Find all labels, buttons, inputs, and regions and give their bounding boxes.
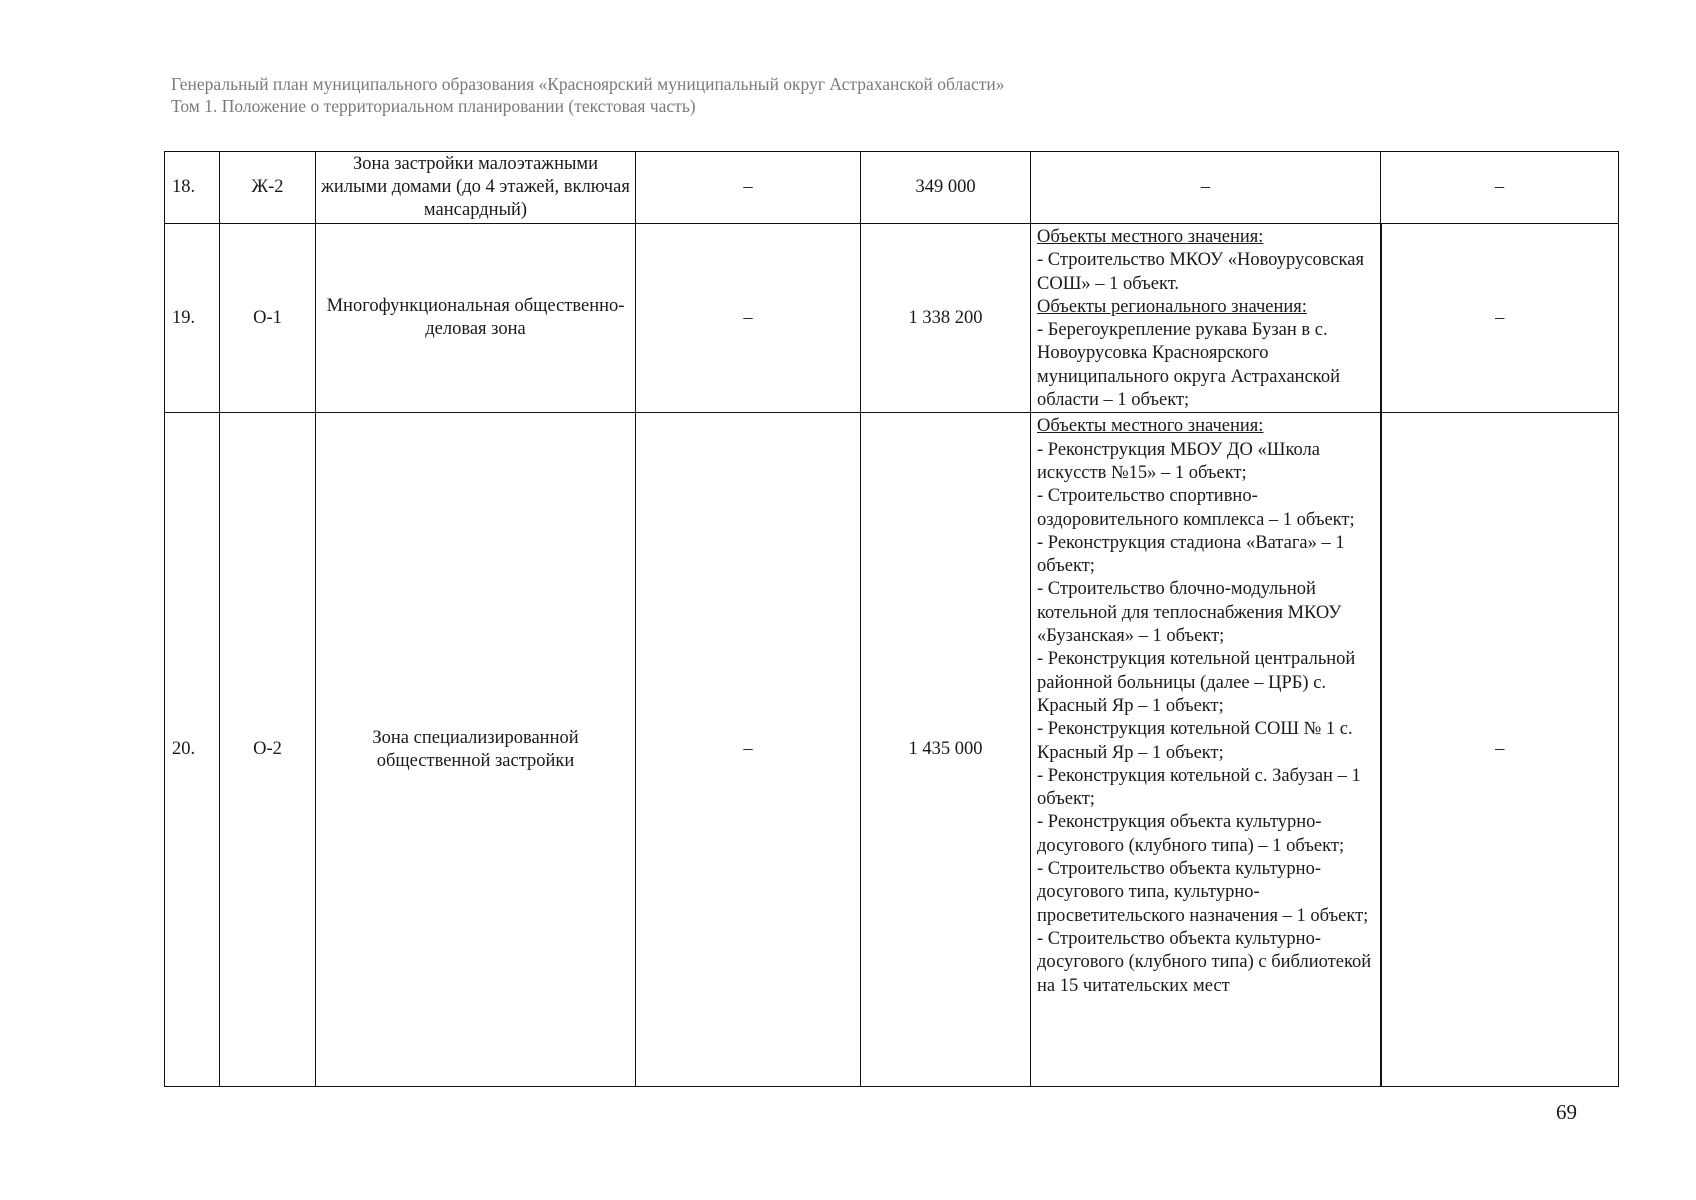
zone-name: Многофункциональная общественно-деловая зона	[316, 224, 636, 413]
object-item: - Строительство объекта культурно-досугового (клубного типа) с библиотекой на 15 читательских мест	[1037, 928, 1372, 996]
objects-heading: Объекты регионального значения:	[1037, 296, 1307, 317]
zone-code: О-1	[220, 224, 316, 413]
zone-area: 1 435 000	[861, 413, 1031, 1087]
object-item: - Берегоукрепление рукава Бузан в с. Новоурусовка Красноярского муниципального округа Астраханской области – 1 объект;	[1037, 320, 1340, 411]
empty-value: –	[1381, 224, 1619, 413]
objects-heading: Объекты местного значения:	[1037, 416, 1264, 437]
empty-value: –	[636, 224, 861, 413]
object-item: - Реконструкция объекта культурно-досугового (клубного типа) – 1 объект;	[1037, 812, 1345, 856]
table-row	[165, 152, 1619, 224]
row-number: 19.	[165, 224, 220, 413]
table-row	[165, 224, 1619, 413]
table-row	[165, 413, 1619, 1087]
zones-table	[164, 151, 1619, 1087]
zone-area: 349 000	[861, 152, 1031, 224]
planned-objects: –	[1031, 152, 1381, 224]
row-number: 18.	[165, 152, 220, 224]
object-item: - Реконструкция котельной с. Забузан – 1 объект;	[1037, 765, 1361, 810]
page-number: 69	[1556, 1100, 1577, 1124]
empty-value: –	[1381, 152, 1619, 224]
empty-value: –	[1381, 413, 1619, 1087]
object-item: - Реконструкция котельной СОШ № 1 с. Красный Яр – 1 объект;	[1037, 719, 1353, 763]
object-item: - Строительство блочно-модульной котельной для теплоснабжения МКОУ «Бузанская» – 1 объект;	[1037, 579, 1342, 647]
planned-objects	[1031, 224, 1381, 413]
zone-code: О-2	[220, 413, 316, 1087]
header-line-2: Том 1. Положение о территориальном планировании (текстовая часть)	[171, 96, 696, 116]
page-header	[171, 73, 1471, 117]
zone-name: Зона специализированной общественной застройки	[316, 413, 636, 1087]
row-number: 20.	[165, 413, 220, 1087]
empty-value: –	[636, 413, 861, 1087]
object-item: - Строительство объекта культурно-досугового типа, культурно-просветительского назначения – 1 объект;	[1037, 859, 1369, 926]
object-item: - Строительство МКОУ «Новоурусовская СОШ» – 1 объект.	[1037, 250, 1364, 294]
zone-name: Зона застройки малоэтажными жилыми домами (до 4 этажей, включая мансардный)	[316, 152, 636, 224]
zone-area: 1 338 200	[861, 224, 1031, 413]
planned-objects	[1031, 413, 1381, 1087]
empty-value: –	[636, 152, 861, 224]
object-item: - Строительство спортивно-оздоровительного комплекса – 1 объект;	[1037, 486, 1355, 530]
object-item: - Реконструкция стадиона «Ватага» – 1 объект;	[1037, 532, 1345, 577]
header-line-1: Генеральный план муниципального образования «Красноярский муниципальный округ Астраханской области»	[171, 74, 1005, 94]
object-item: - Реконструкция котельной центральной районной больницы (далее – ЦРБ) с. Красный Яр – 1 объект;	[1037, 649, 1356, 716]
objects-heading: Объекты местного значения:	[1037, 227, 1264, 247]
zone-code: Ж-2	[220, 152, 316, 224]
object-item: - Реконструкция МБОУ ДО «Школа искусств №15» – 1 объект;	[1037, 439, 1320, 483]
